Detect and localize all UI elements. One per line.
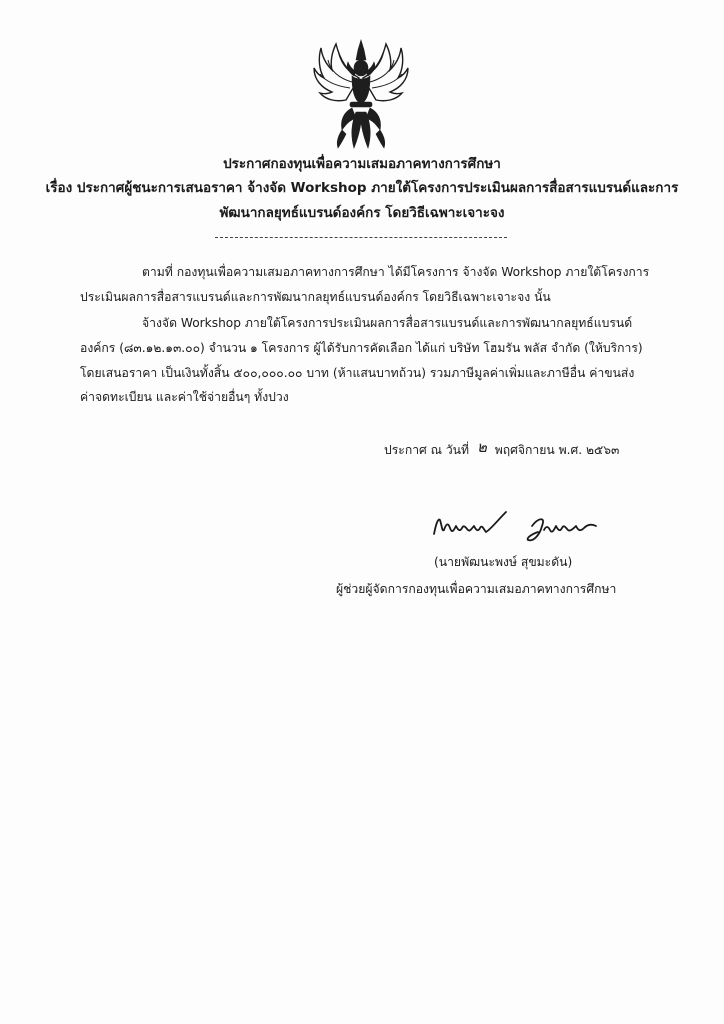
body-paragraph2-line1: จ้างจัด Workshop ภายใต้โครงการประเมินผลการสื่อสารแบรนด์และการพัฒนากลยุทธ์แบรนด์	[142, 316, 633, 330]
body-paragraph2-line4: ค่าจดทะเบียน และค่าใช้จ่ายอื่นๆ ทั้งปวง	[80, 390, 289, 404]
date-day-handwritten: ๒	[476, 438, 487, 456]
date-prefix: ประกาศ ณ วันที่	[384, 443, 470, 457]
signer-title: ผู้ช่วยผู้จัดการกองทุนเพื่อความเสมอภาคทางการศึกษา	[336, 582, 617, 596]
body-paragraph1-line1: ตามที่ กองทุนเพื่อความเสมอภาคทางการศึกษา ได้มีโครงการ จ้างจัด Workshop ภายใต้โครงการ	[142, 265, 650, 279]
announcement-date	[384, 438, 619, 461]
announcement-subject-line2: พัฒนากลยุทธ์แบรนด์องค์กร โดยวิธีเฉพาะเจาะจง	[219, 205, 505, 221]
header-divider	[215, 237, 507, 238]
garuda-emblem-icon	[312, 38, 410, 150]
handwritten-signature	[428, 504, 600, 548]
body-paragraph1-line2: ประเมินผลการสื่อสารแบรนด์และการพัฒนากลยุทธ์แบรนด์องค์กร โดยวิธีเฉพาะเจาะจง นั้น	[80, 290, 551, 304]
body-paragraph2-line2: องค์กร (๘๓.๑๒.๑๓.๐๐) จำนวน ๑ โครงการ ผู้ได้รับการคัดเลือก ได้แก่ บริษัท โฮมรัน พลัส จำกัด (ให้บริการ)	[80, 341, 643, 355]
body-paragraph2-line3: โดยเสนอราคา เป็นเงินทั้งสิ้น ๕๐๐,๐๐๐.๐๐ บาท (ห้าแสนบาทถ้วน) รวมภาษีมูลค่าเพิ่มและภาษีอื่น ค่าขนส่ง	[80, 366, 635, 380]
announcement-title: ประกาศกองทุนเพื่อความเสมอภาคทางการศึกษา	[223, 156, 501, 172]
announcement-subject-line1: เรื่อง ประกาศผู้ชนะการเสนอราคา จ้างจัด Workshop ภายใต้โครงการประเมินผลการสื่อสารแบรนด์และการ	[45, 180, 679, 196]
signer-name: (นายพัฒนะพงษ์ สุขมะดัน)	[434, 555, 573, 569]
date-month-year: พฤศจิกายน พ.ศ. ๒๕๖๓	[494, 443, 620, 457]
